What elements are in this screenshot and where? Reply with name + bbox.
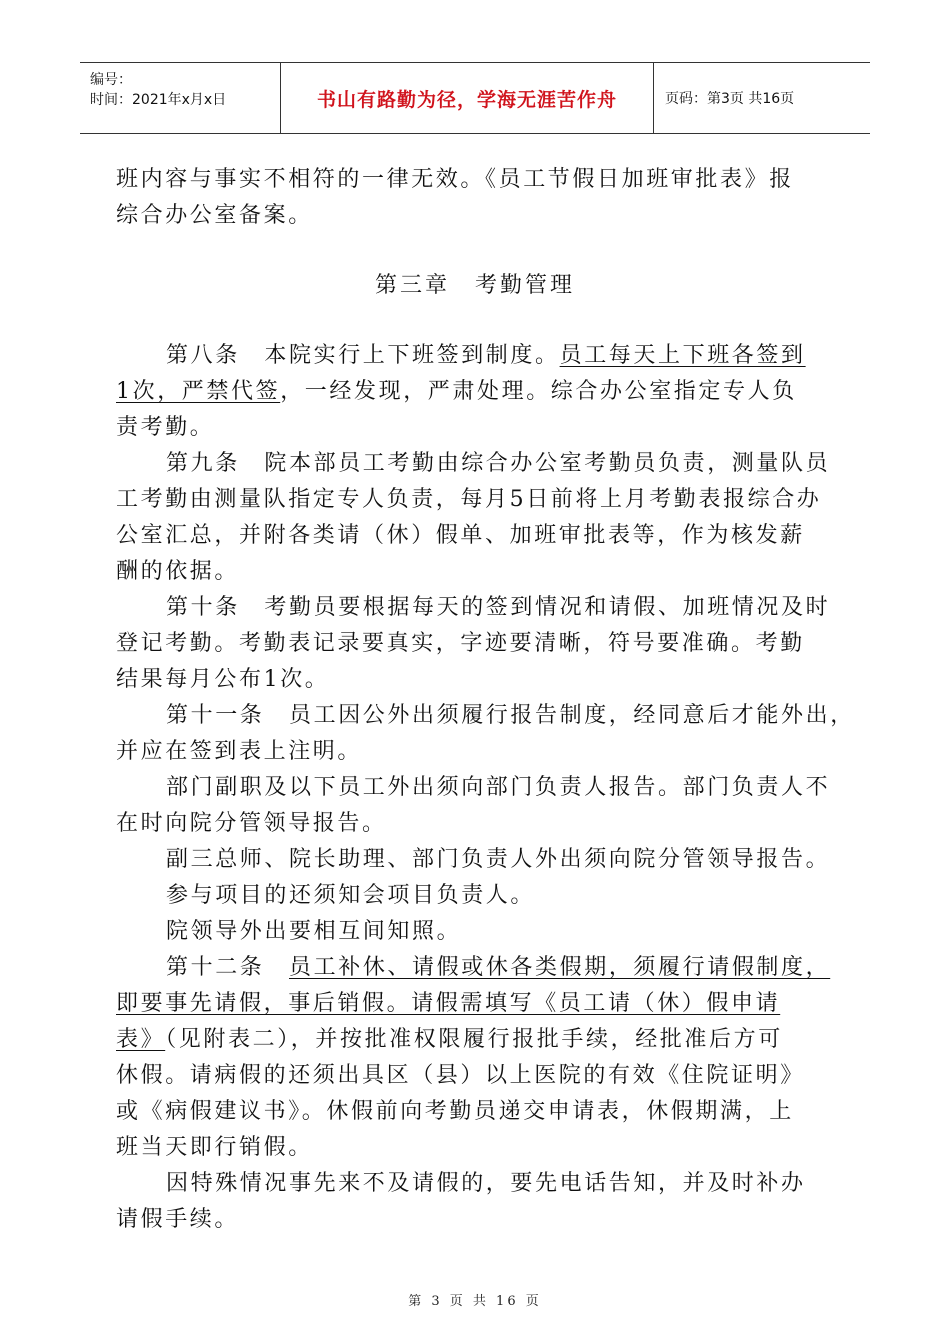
document-header [80,62,870,134]
motto-text: 书山有路勤为径，学海无涯苦作舟 [316,88,617,111]
article-8-line-1 [166,338,906,374]
chapter-title: 第三章 考勤管理 [374,273,575,298]
underlined-text: 员工每天上下班各签到 [559,343,806,368]
body-line: 休假。请病假的还须出具区（县）以上医院的有效《住院证明》 [116,1063,805,1088]
body-line: 工考勤由测量队指定专人负责，每月5日前将上月考勤表报综合办 [116,487,822,512]
body-line: 院领导外出要相互间知照。 [166,919,462,944]
body-line: 班内容与事实不相符的一律无效。《员工节假日加班审批表》报 [116,167,794,192]
body-line: 或《病假建议书》。休假前向考勤员递交申请表，休假期满，上 [116,1099,794,1124]
article-8-text: ，一经发现，严肃处理。综合办公室指定专人负 [280,379,797,404]
body-line: 在时向院分管领导报告。 [116,811,387,836]
underlined-text: 即要事先请假，事后销假。请假需填写《员工请（休）假申请 [116,991,781,1016]
header-motto-cell [281,63,654,133]
article-8-line-2 [116,374,856,410]
body-line: 副三总师、院长助理、部门负责人外出须向院分管领导报告。 [166,847,831,872]
time-label: 时间：2021年x月x日 [90,92,227,108]
article-12-line-2 [116,986,856,1022]
page-label: 页码：第3页 共16页 [665,91,795,107]
underlined-text: 1次，严禁代签 [116,379,281,404]
underlined-text: 表》 [116,1027,166,1052]
body-line: 第十一条 员工因公外出须履行报告制度，经同意后才能外出， [166,703,855,728]
article-8-text: 第八条 本院实行上下班签到制度。 [166,343,560,368]
body-line: 公室汇总，并附各类请（休）假单、加班审批表等，作为核发薪 [116,523,805,548]
body-line: 并应在签到表上注明。 [116,739,363,764]
article-12-text: 第十二条 [166,955,290,980]
body-line: 第十条 考勤员要根据每天的签到情况和请假、加班情况及时 [166,595,831,620]
header-page-cell [655,63,870,133]
body-line: 综合办公室备案。 [116,203,313,228]
body-line: 参与项目的还须知会项目负责人。 [166,883,536,908]
body-line: 酬的依据。 [116,559,240,584]
body-line: 第九条 院本部员工考勤由综合办公室考勤员负责，测量队员 [166,451,831,476]
header-meta-cell [80,63,281,133]
body-line: 部门副职及以下员工外出须向部门负责人报告。部门负责人不 [166,775,831,800]
body-line: 因特殊情况事先来不及请假的，要先电话告知，并及时补办 [166,1171,806,1196]
body-line: 结果每月公布1次。 [116,667,330,692]
body-line: 登记考勤。考勤表记录要真实，字迹要清晰，符号要准确。考勤 [116,631,805,656]
article-12-line-1 [166,950,906,986]
article-12-text: （见附表二），并按批准权限履行报批手续，经批准后方可 [165,1027,783,1052]
underlined-text: 员工补休、请假或休各类假期，须履行请假制度， [289,955,831,980]
body-line: 班当天即行销假。 [116,1135,313,1160]
page-footer: 第 3 页 共 16 页 [408,1294,542,1309]
article-12-line-3 [116,1022,856,1058]
body-line: 请假手续。 [116,1207,240,1232]
body-line: 责考勤。 [116,415,215,440]
number-label: 编号： [90,72,132,88]
